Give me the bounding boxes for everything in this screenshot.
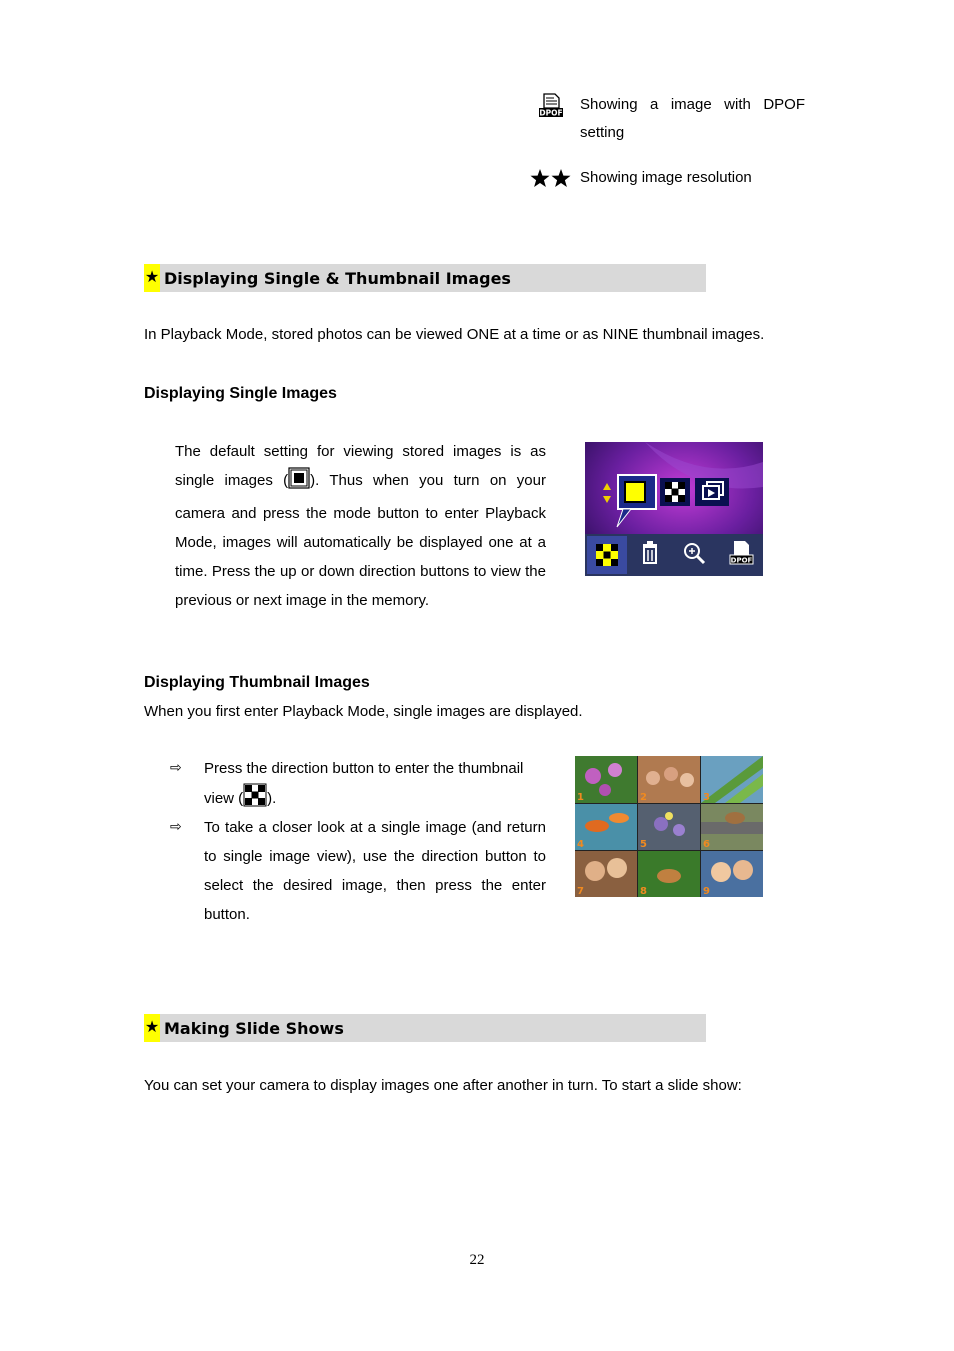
star-icon: ★: [144, 1014, 160, 1042]
section-header-slideshow: [144, 1014, 706, 1042]
arrow-bullet-icon: ⇨: [170, 818, 182, 834]
svg-text:9: 9: [703, 886, 710, 897]
playback-menu-screenshot: [585, 442, 763, 576]
subheading-thumbnail: Displaying Thumbnail Images: [144, 674, 370, 691]
svg-text:7: 7: [577, 886, 584, 897]
thumbnail-intro: When you first enter Playback Mode, single images are displayed.: [144, 703, 583, 720]
slideshow-intro: You can set your camera to display images one after another in turn. To start a slide show:: [144, 1077, 742, 1094]
bullet-closer-look: To take a closer look at a single image (and return to single image view), use the direction button to select the desired image, then press the enter button.: [204, 819, 546, 923]
resolution-stars-icon: [529, 166, 573, 190]
svg-text:DPOF: DPOF: [730, 556, 753, 565]
svg-text:DPOF: DPOF: [539, 108, 563, 118]
single-images-paragraph: The default setting for viewing stored images is as single images ( ). Thus when you turn on your camera and press the mode button to enter Playback Mode, images will automatically be displayed one at a time. Press the up or down direction buttons to view the previous or next image in the memory.: [175, 443, 546, 609]
section-title: Making Slide Shows: [164, 1018, 344, 1038]
arrow-bullet-icon: ⇨: [170, 759, 182, 775]
bottom-thumbnail-icon: [587, 536, 627, 574]
single-view-icon: [288, 467, 310, 499]
resolution-legend-text: Showing image resolution: [580, 169, 752, 186]
section-intro: In Playback Mode, stored photos can be viewed ONE at a time or as NINE thumbnail images.: [144, 326, 765, 343]
menu-thumbnail-option: [660, 478, 690, 506]
svg-text:5: 5: [640, 839, 647, 850]
menu-slideshow-option: [695, 478, 729, 506]
subheading-single: Displaying Single Images: [144, 385, 337, 402]
section-header-display: [144, 264, 706, 292]
svg-text:6: 6: [703, 839, 710, 850]
thumbnail-grid-screenshot: [575, 756, 763, 897]
dpof-icon: [538, 93, 564, 119]
svg-text:1: 1: [577, 792, 584, 803]
bullet-thumbnail-view: Press the direction button to enter the thumbnail view ( ).: [204, 754, 546, 817]
star-icon: ★: [144, 264, 160, 292]
dpof-legend-text: Showing a image with DPOF setting: [580, 96, 805, 141]
svg-text:3: 3: [703, 792, 710, 803]
svg-text:4: 4: [577, 839, 584, 850]
section-title: Displaying Single & Thumbnail Images: [164, 268, 511, 288]
page-number: 22: [469, 1252, 485, 1268]
svg-text:8: 8: [640, 886, 647, 897]
svg-text:2: 2: [640, 792, 647, 803]
thumbnail-view-icon: [243, 783, 267, 817]
